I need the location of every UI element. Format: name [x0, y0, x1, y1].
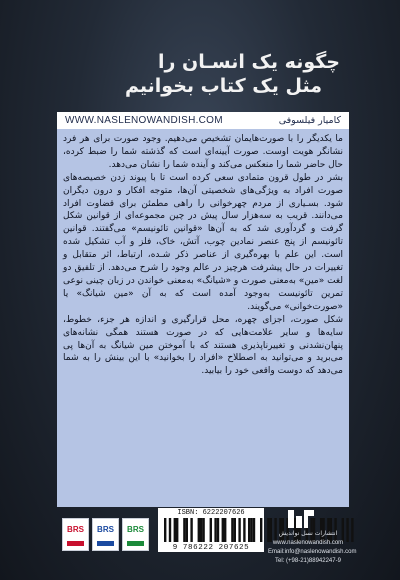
website-url: WWW.NASLENOWANDISH.COM	[65, 115, 223, 126]
barcode-bar	[183, 518, 185, 542]
publisher-phone: Tel: (+98-21)88942247-9	[275, 558, 341, 564]
barcode-bar	[169, 518, 171, 542]
barcode-bar	[222, 518, 224, 542]
title-line-1: چگونه یک انسـان را	[157, 51, 340, 73]
title-line-2: مثل یک کتاب بخوانیم	[125, 75, 322, 97]
barcode-bar	[351, 518, 353, 542]
barcode-bar	[202, 518, 204, 542]
barcode-bar	[253, 518, 255, 542]
badge-label: BRS	[67, 525, 84, 534]
cover-title	[40, 50, 340, 98]
author-name: کامیار فیلسوفی	[278, 115, 341, 126]
brs-badge-green	[122, 518, 149, 551]
barcode-bar	[174, 518, 176, 542]
publisher-logo-icon	[286, 508, 316, 530]
barcode-bar	[231, 518, 233, 542]
blurb	[57, 129, 349, 378]
badge-label: BRS	[97, 525, 114, 534]
barcode-bar	[164, 518, 166, 542]
blurb-paragraph-1: ما یکدیگر را با صورت‌هایمان تشخیص می‌دهیم. وجود صورت برای هر فرد نشانگر هویت اوست. صورت آیینه‌ای است که گذشته شما را ضبط کرده، حال حاضر شما را منعکس می‌کند و آینده شما را نشان می‌دهد.	[63, 134, 343, 170]
barcode-bar	[210, 518, 212, 542]
barcode-bar	[260, 518, 262, 542]
badge-label: BRS	[127, 525, 144, 534]
badge-strip	[67, 541, 84, 546]
back-cover-text-panel	[57, 112, 349, 507]
badge-strip	[127, 541, 144, 546]
barcode-bar	[217, 518, 219, 542]
brs-badge-red	[62, 518, 89, 551]
isbn-label: ISBN: 6222207626	[177, 509, 245, 517]
barcode-bar	[238, 518, 240, 542]
barcode-bar	[186, 518, 188, 542]
publisher-name: انتشارات نسل نواندیش	[278, 530, 338, 537]
barcode-bar	[190, 518, 192, 542]
barcode-bar	[200, 518, 202, 542]
barcode-bar	[243, 518, 245, 542]
publisher-website: www.naslenowandish.com	[272, 540, 344, 546]
barcode-number: 9 786222 207625	[172, 544, 250, 552]
barcode-bar	[176, 518, 178, 542]
isbn-barcode	[158, 508, 264, 552]
badge-strip	[97, 541, 114, 546]
blurb-paragraph-2: بشر در طول قرون متمادی سعی کرده است تا با پیوند زدن خصیصه‌های صورت افراد به ویژگی‌های شخصیتی آن‌ها، متوجه افکار و درون دیگران شود. بسـیاری از مردم چهرخوانی را راهی مطمئن برای قضاوت افراد می‌دانند. قریب به سه‌هزار سال پیش در چین مجموعه‌ای از قوانین شکل گرفت و گردآوری شد که به آن‌ها «قوانین تائونیسم» می‌گفتند. قوانین تائونیسم از پنج عنصر نمادین چوب، آتش، خاک، فلز و آب تشکیل شده است. این علم با بهره‌گیری از عناصر ذکر شـده، ارتباط، اثر متقابل و تغییرات در حال پیشرفت هرچیز در عالم وجود را شرح می‌دهد. از تلفیق دو لغت «مین» به‌معنی صورت و «شیانگ» به‌معنی خواندن در زبان چینی نوعی تمرین تائونیست به‌وجود آمده است که به آن «مین شیانگ» یا «صورت‌خوانی» می‌گویند.	[63, 172, 343, 312]
barcode-bar	[224, 518, 226, 542]
certification-badges	[62, 518, 149, 551]
publisher-info	[268, 508, 357, 572]
barcode-bar	[214, 518, 216, 542]
barcode-bar	[198, 518, 200, 542]
barcode-bar	[250, 518, 252, 542]
panel-header	[57, 112, 349, 129]
barcode-bar	[234, 518, 236, 542]
blurb-paragraph-3: شکل صورت، اجزای چهره، محل قرارگیری و اندازه هر جزء، خطوط، سایه‌ها و سایر علامت‌هایی که در صورت هستند همگی نشانه‌های پنهان‌نشدنی و تغییرناپذیری هستند که با آموختن مین شیانگ به آن‌ها پی می‌برید و می‌توانید به اصطلاح «افراد را بخوانید» با این بینش را به شما می‌دهد که دوست واقعی خود را بیابید.	[63, 314, 343, 377]
brs-badge-blue	[92, 518, 119, 551]
publisher-email: Email:info@naslenowandish.com	[268, 549, 357, 555]
barcode-bar	[248, 518, 250, 542]
